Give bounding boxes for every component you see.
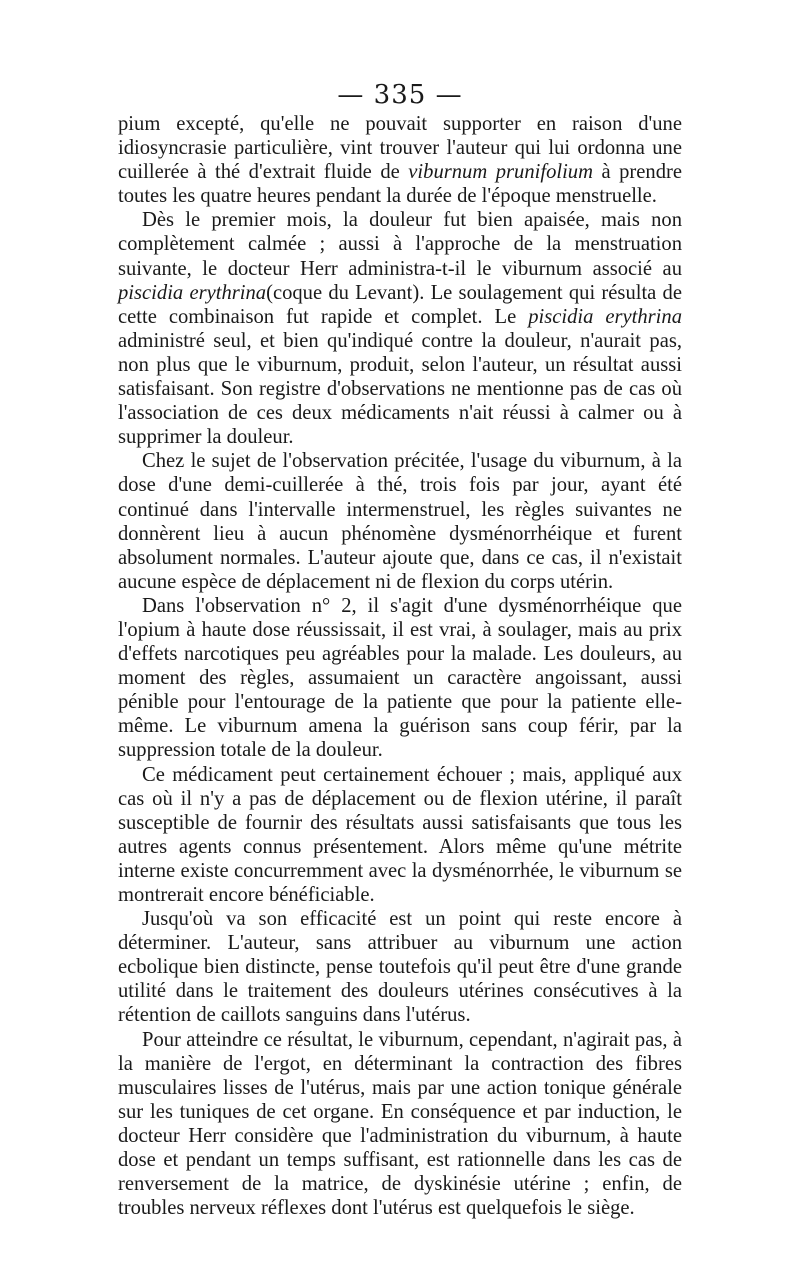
- text-segment: (coque du Levant). Le soulagement qui résulta de cette combinaison fut rapide et complet. Le: [118, 281, 682, 328]
- text-segment: administré seul, et bien qu'indiqué contre la douleur, n'aurait pas, non plus que le viburnum, produit, selon l'auteur, un résultat aussi satisfaisant. Son registre d'observations ne mentionne pas de cas où l'association de ces deux médicaments n'ait réussi à calmer ou à supprimer la douleur.: [118, 329, 682, 449]
- paragraph: [118, 594, 682, 763]
- text-segment: Dès le premier mois, la douleur fut bien apaisée, mais non complètement calmée ; aussi à l'approche de la menstruation suivante, le docteur Herr administra-t-il le viburnum associé au: [118, 209, 682, 280]
- italic-text: viburnum prunifolium: [408, 161, 593, 184]
- paragraph: [118, 763, 682, 908]
- body-text: [118, 112, 682, 1220]
- text-segment: Jusqu'où va son efficacité est un point qui reste encore à déterminer. L'auteur, sans attribuer au viburnum une action ecbolique bien distincte, pense toutefois qu'il peut être d'une grande utilité dans le traitement des douleurs utérines consécutives à la rétention de caillots sanguins dans l'utérus.: [118, 908, 682, 1027]
- paragraph: [118, 449, 682, 594]
- text-segment: Dans l'observation n° 2, il s'agit d'une dysménorrhéique que l'opium à haute dose réussissait, il est vrai, à soulager, mais au prix d'effets narcotiques peu agréables pour la malade. Les douleurs, au moment des règles, assumaient un caractère angoissant, aussi pénible pour l'entourage de la patiente que pour la patiente elle-même. Le viburnum amena la guérison sans coup férir, par la suppression totale de la douleur.: [118, 594, 682, 762]
- italic-text: piscidia erythrina: [118, 281, 267, 304]
- text-segment: Pour atteindre ce résultat, le viburnum, cependant, n'agirait pas, à la manière de l'ergot, en déterminant la contraction des fibres musculaires lisses de l'utérus, mais par une action tonique générale sur les tuniques de cet organe. En conséquence et par induction, le docteur Herr considère que l'administration du viburnum, à haute dose et pendant un temps suffisant, est rationnelle dans les cas de renversement de la matrice, de dyskinésie utérine ; enfin, de troubles nerveux réflexes dont l'utérus est quelquefois le siège.: [118, 1028, 682, 1220]
- paragraph: [118, 208, 682, 449]
- page-number: — 335 —: [337, 80, 463, 110]
- text-segment: Chez le sujet de l'observation précitée, l'usage du viburnum, à la dose d'une demi-cuillerée à thé, trois fois par jour, ayant été continué dans l'intervalle intermenstruel, les règles suivantes ne donnèrent lieu à aucun phénomène dysménorrhéique et furent absolument normales. L'auteur ajoute que, dans ce cas, il n'existait aucune espèce de déplacement ni de flexion du corps utérin.: [118, 450, 682, 593]
- paragraph: [118, 112, 682, 208]
- text-segment: à prendre toutes les quatre heures pendant la durée de l'époque menstruelle.: [118, 161, 683, 208]
- paragraph: [118, 907, 682, 1027]
- italic-text: piscidia erythrina: [528, 305, 682, 328]
- text-segment: pium excepté, qu'elle ne pouvait supporter en raison d'une idiosyncrasie particulière, vint trouver l'auteur qui lui ordonna une cuillerée à thé d'extrait fluide de: [118, 113, 682, 184]
- paragraph: [118, 1028, 682, 1221]
- text-segment: Ce médicament peut certainement échouer ; mais, appliqué aux cas où il n'y a pas de déplacement ou de flexion utérine, il paraît susceptible de fournir des résultats aussi satisfaisants que tous les autres agents connus présentement. Alors même qu'une métrite interne existe concurremment avec la dysménorrhée, le viburnum se montrerait encore bénéficiable.: [118, 763, 682, 906]
